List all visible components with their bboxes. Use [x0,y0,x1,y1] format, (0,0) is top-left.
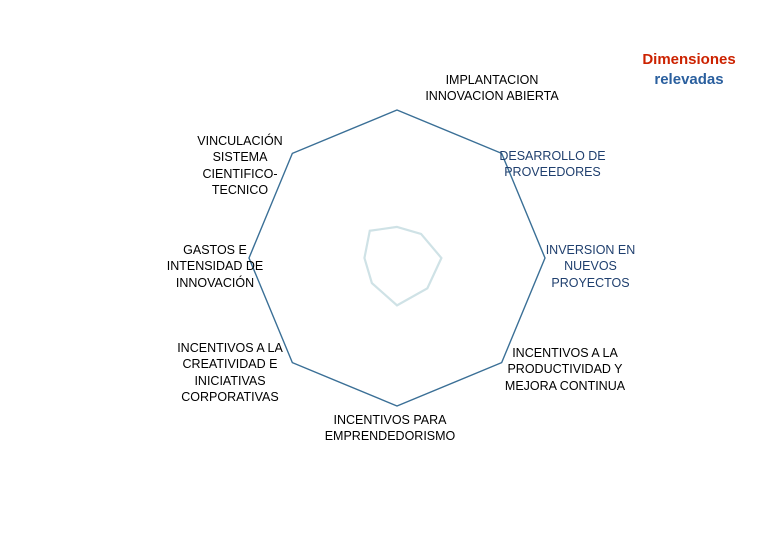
radar-series-polygon [364,227,441,305]
axis-label-1: VINCULACIÓN SISTEMA CIENTIFICO-TECNICO [197,134,283,197]
axis-label-4: INVERSION EN NUEVOS PROYECTOS [545,243,636,290]
axis-label-5: INCENTIVOS A LA CREATIVIDAD E INICIATIVAS CORPORATIVAS [177,341,283,404]
legend-title-line1: Dimensiones [642,51,736,68]
legend-title-line2: relevadas [654,71,724,89]
axis-label-6: INCENTIVOS A LA PRODUCTIVIDAD Y MEJORA CONTINUA [504,346,626,393]
axis-label-0: IMPLANTACION INNOVACION ABIERTA [425,73,559,104]
axis-label-7: INCENTIVOS PARA EMPRENDEDORISMO [324,413,456,444]
radar-chart [150,30,650,490]
axis-label-2: DESARROLLO DE PROVEEDORES [499,149,606,180]
axis-label-3: GASTOS E INTENSIDAD DE INNOVACIÓN [166,243,264,290]
